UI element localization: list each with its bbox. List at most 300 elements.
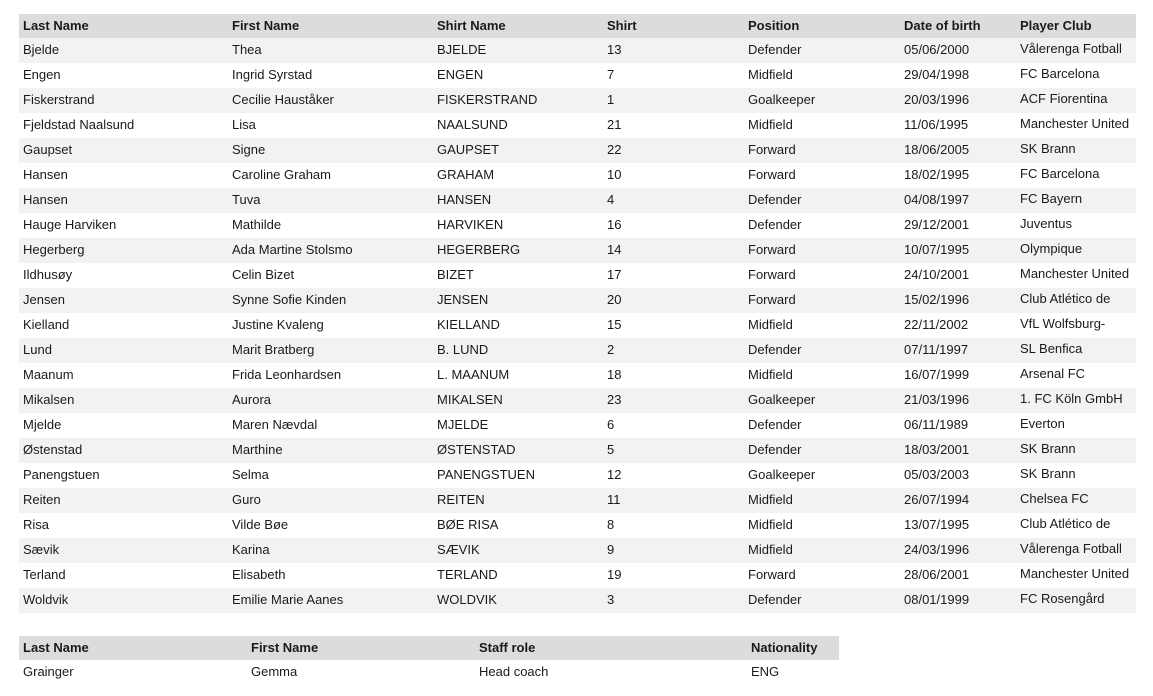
cell-player-club (1016, 388, 1136, 413)
cell-shirt (603, 238, 744, 263)
shirt-value: 4 (607, 192, 615, 207)
player-club-value: ACF Fiorentina (1020, 91, 1108, 106)
player-club-value: FC Bayern (1020, 191, 1083, 206)
cell-date-of-birth (900, 38, 1016, 63)
player-club-value: Olympique (1020, 241, 1083, 256)
cell-first-name (228, 188, 433, 213)
date-of-birth-value: 16/07/1999 (904, 367, 970, 382)
cell-last-name (19, 438, 228, 463)
first-name-value: Tuva (232, 192, 261, 207)
cell-position (744, 238, 900, 263)
cell-last-name (19, 563, 228, 588)
cell-player-club (1016, 513, 1136, 538)
position-value: Midfield (748, 117, 793, 132)
cell-last-name (19, 338, 228, 363)
cell-shirt (603, 213, 744, 238)
player-club-value: Vålerenga Fotball (1020, 41, 1122, 56)
table-row (19, 563, 1136, 588)
cell-first-name (228, 313, 433, 338)
shirt-name-value: MJELDE (437, 417, 489, 432)
cell-player-club (1016, 288, 1136, 313)
date-of-birth-value: 05/03/2003 (904, 467, 970, 482)
date-of-birth-value: 05/06/2000 (904, 42, 970, 57)
cell-position (744, 188, 900, 213)
last-name-value: Jensen (23, 292, 65, 307)
cell-shirt (603, 563, 744, 588)
shirt-value: 5 (607, 442, 615, 457)
cell-first-name (228, 138, 433, 163)
player-club-value: Club Atlético de (1020, 291, 1111, 306)
first-name-value: Selma (232, 467, 269, 482)
player-club-value: Manchester United (1020, 116, 1130, 131)
shirt-value: 22 (607, 142, 622, 157)
player-club-value: VfL Wolfsburg- (1020, 316, 1106, 331)
cell-player-club (1016, 138, 1136, 163)
cell-player-club (1016, 113, 1136, 138)
shirt-value: 6 (607, 417, 615, 432)
cell-last-name (19, 63, 228, 88)
shirt-name-value: B. LUND (437, 342, 489, 357)
player-club-value: FC Barcelona (1020, 66, 1100, 81)
cell-player-club (1016, 338, 1136, 363)
last-name-value: Ildhusøy (23, 267, 73, 282)
date-of-birth-value: 10/07/1995 (904, 242, 970, 257)
date-of-birth-value: 06/11/1989 (904, 417, 969, 432)
position-value: Midfield (748, 517, 793, 532)
shirt-name-value: HARVIKEN (437, 217, 504, 232)
cell-position (744, 563, 900, 588)
cell-player-club (1016, 538, 1136, 563)
position-value: Defender (748, 42, 802, 57)
player-club-value: FC Rosengård (1020, 591, 1105, 606)
cell-first-name (228, 488, 433, 513)
last-name-value: Risa (23, 517, 50, 532)
cell-shirt-name (433, 188, 603, 213)
cell-last-name (19, 213, 228, 238)
position-value: Forward (748, 267, 796, 282)
shirt-name-value: MIKALSEN (437, 392, 503, 407)
date-of-birth-value: 29/04/1998 (904, 67, 970, 82)
cell-last-name (19, 463, 228, 488)
player-club-value: Juventus (1020, 216, 1073, 231)
cell-last-name (19, 163, 228, 188)
position-value: Midfield (748, 542, 793, 557)
cell-position (744, 213, 900, 238)
cell-player-club (1016, 313, 1136, 338)
table-row (19, 63, 1136, 88)
table-row (19, 188, 1136, 213)
cell-player-club (1016, 438, 1136, 463)
shirt-name-value: FISKERSTRAND (437, 92, 538, 107)
cell-date-of-birth (900, 238, 1016, 263)
last-name-value: Grainger (23, 664, 74, 679)
last-name-value: Hansen (23, 167, 68, 182)
table-row (19, 313, 1136, 338)
cell-position (744, 513, 900, 538)
last-name-value: Sævik (23, 542, 60, 557)
table-row (19, 288, 1136, 313)
player-club-value: Vålerenga Fotball (1020, 541, 1122, 556)
cell-first-name (228, 563, 433, 588)
cell-shirt-name (433, 338, 603, 363)
cell-player-club (1016, 213, 1136, 238)
cell-position (744, 288, 900, 313)
cell-first-name (228, 388, 433, 413)
date-of-birth-value: 21/03/1996 (904, 392, 970, 407)
cell-last-name (19, 538, 228, 563)
cell-shirt-name (433, 413, 603, 438)
shirt-name-value: GAUPSET (437, 142, 500, 157)
table-row (19, 38, 1136, 63)
date-of-birth-value: 18/02/1995 (904, 167, 970, 182)
table-row (19, 413, 1136, 438)
cell-shirt-name (433, 263, 603, 288)
position-value: Goalkeeper (748, 467, 816, 482)
table-row (19, 438, 1136, 463)
cell-shirt (603, 463, 744, 488)
position-value: Goalkeeper (748, 392, 816, 407)
cell-player-club (1016, 188, 1136, 213)
cell-first-name (228, 438, 433, 463)
cell-position (744, 388, 900, 413)
cell-shirt-name (433, 38, 603, 63)
cell-shirt-name (433, 163, 603, 188)
cell-position (744, 413, 900, 438)
shirt-name-value: NAALSUND (437, 117, 508, 132)
cell-first-name (228, 38, 433, 63)
table-row (19, 463, 1136, 488)
shirt-value: 16 (607, 217, 622, 232)
cell-date-of-birth (900, 438, 1016, 463)
table-row (19, 338, 1136, 363)
cell-position (744, 138, 900, 163)
cell-first-name (228, 288, 433, 313)
cell-shirt (603, 188, 744, 213)
cell-date-of-birth (900, 88, 1016, 113)
cell-date-of-birth (900, 113, 1016, 138)
cell-player-club (1016, 563, 1136, 588)
date-of-birth-value: 24/10/2001 (904, 267, 970, 282)
cell-player-club (1016, 463, 1136, 488)
cell-date-of-birth (900, 488, 1016, 513)
date-of-birth-value: 08/01/1999 (904, 592, 970, 607)
player-club-value: SK Brann (1020, 141, 1076, 156)
cell-player-club (1016, 588, 1136, 613)
shirt-name-value: BJELDE (437, 42, 487, 57)
shirt-name-value: SÆVIK (437, 542, 480, 557)
cell-staff-role (475, 660, 747, 682)
shirt-value: 19 (607, 567, 622, 582)
cell-date-of-birth (900, 363, 1016, 388)
shirt-value: 13 (607, 42, 622, 57)
cell-position (744, 63, 900, 88)
cell-shirt-name (433, 463, 603, 488)
cell-last-name (19, 488, 228, 513)
cell-shirt (603, 288, 744, 313)
cell-first-name (228, 513, 433, 538)
col-header-nationality: Nationality (747, 636, 839, 660)
nationality-value: ENG (751, 664, 780, 679)
last-name-value: Mjelde (23, 417, 62, 432)
cell-date-of-birth (900, 188, 1016, 213)
shirt-value: 7 (607, 67, 615, 82)
shirt-value: 23 (607, 392, 622, 407)
table-row (19, 488, 1136, 513)
cell-shirt-name (433, 363, 603, 388)
staff-role-value: Head coach (479, 664, 549, 679)
cell-first-name (228, 588, 433, 613)
cell-last-name (19, 588, 228, 613)
cell-player-club (1016, 88, 1136, 113)
col-header-shirt-name: Shirt Name (433, 14, 603, 38)
table-row (19, 113, 1136, 138)
first-name-value: Ada Martine Stolsmo (232, 242, 353, 257)
cell-position (744, 338, 900, 363)
cell-position (744, 38, 900, 63)
last-name-value: Hansen (23, 192, 68, 207)
date-of-birth-value: 24/03/1996 (904, 542, 970, 557)
cell-shirt (603, 588, 744, 613)
first-name-value: Aurora (232, 392, 272, 407)
player-club-value: Chelsea FC (1020, 491, 1089, 506)
cell-shirt-name (433, 563, 603, 588)
table-row (19, 588, 1136, 613)
shirt-name-value: PANENGSTUEN (437, 467, 535, 482)
cell-first-name (228, 238, 433, 263)
cell-date-of-birth (900, 288, 1016, 313)
position-value: Defender (748, 342, 802, 357)
col-header-player-club: Player Club (1016, 14, 1136, 38)
cell-date-of-birth (900, 588, 1016, 613)
players-table (19, 14, 1136, 613)
shirt-value: 11 (607, 492, 621, 507)
cell-first-name (228, 338, 433, 363)
last-name-value: Bjelde (23, 42, 60, 57)
position-value: Defender (748, 442, 802, 457)
shirt-name-value: BIZET (437, 267, 474, 282)
player-club-value: 1. FC Köln GmbH (1020, 391, 1123, 406)
shirt-value: 12 (607, 467, 622, 482)
cell-shirt-name (433, 588, 603, 613)
position-value: Midfield (748, 67, 793, 82)
last-name-value: Woldvik (23, 592, 69, 607)
col-header-first-name: First Name (228, 14, 433, 38)
last-name-value: Panengstuen (23, 467, 100, 482)
shirt-value: 1 (607, 92, 615, 107)
cell-date-of-birth (900, 213, 1016, 238)
shirt-name-value: TERLAND (437, 567, 498, 582)
cell-player-club (1016, 38, 1136, 63)
cell-shirt-name (433, 538, 603, 563)
cell-date-of-birth (900, 513, 1016, 538)
shirt-name-value: HEGERBERG (437, 242, 521, 257)
position-value: Midfield (748, 367, 793, 382)
cell-shirt (603, 338, 744, 363)
cell-date-of-birth (900, 563, 1016, 588)
first-name-value: Synne Sofie Kinden (232, 292, 347, 307)
cell-player-club (1016, 363, 1136, 388)
position-value: Forward (748, 142, 796, 157)
first-name-value: Lisa (232, 117, 256, 132)
position-value: Forward (748, 292, 796, 307)
last-name-value: Østenstad (23, 442, 83, 457)
shirt-name-value: HANSEN (437, 192, 492, 207)
shirt-value: 21 (607, 117, 622, 132)
table-row (19, 263, 1136, 288)
shirt-name-value: REITEN (437, 492, 485, 507)
shirt-value: 17 (607, 267, 622, 282)
cell-last-name (19, 313, 228, 338)
date-of-birth-value: 22/11/2002 (904, 317, 969, 332)
player-club-value: Manchester United (1020, 266, 1130, 281)
position-value: Forward (748, 567, 796, 582)
cell-shirt (603, 413, 744, 438)
player-club-value: Club Atlético de (1020, 516, 1111, 531)
player-club-value: Manchester United (1020, 566, 1130, 581)
player-club-value: SL Benfica (1020, 341, 1083, 356)
first-name-value: Gemma (251, 664, 298, 679)
cell-position (744, 363, 900, 388)
cell-last-name (19, 413, 228, 438)
first-name-value: Marit Bratberg (232, 342, 315, 357)
cell-position (744, 463, 900, 488)
shirt-value: 2 (607, 342, 615, 357)
cell-shirt (603, 113, 744, 138)
last-name-value: Hegerberg (23, 242, 85, 257)
cell-shirt-name (433, 63, 603, 88)
cell-last-name (19, 88, 228, 113)
cell-last-name (19, 513, 228, 538)
cell-last-name (19, 263, 228, 288)
table-row (19, 163, 1136, 188)
cell-first-name (228, 113, 433, 138)
cell-first-name (228, 263, 433, 288)
cell-last-name (19, 388, 228, 413)
last-name-value: Terland (23, 567, 66, 582)
cell-shirt (603, 163, 744, 188)
cell-player-club (1016, 238, 1136, 263)
cell-last-name (19, 38, 228, 63)
cell-shirt-name (433, 488, 603, 513)
first-name-value: Signe (232, 142, 266, 157)
date-of-birth-value: 26/07/1994 (904, 492, 970, 507)
cell-shirt (603, 388, 744, 413)
cell-shirt (603, 63, 744, 88)
position-value: Forward (748, 167, 796, 182)
table-row (19, 660, 839, 682)
player-club-value: Arsenal FC (1020, 366, 1086, 381)
shirt-name-value: BØE RISA (437, 517, 499, 532)
cell-nationality (747, 660, 839, 682)
cell-position (744, 113, 900, 138)
date-of-birth-value: 28/06/2001 (904, 567, 970, 582)
cell-shirt-name (433, 238, 603, 263)
cell-date-of-birth (900, 463, 1016, 488)
cell-shirt (603, 513, 744, 538)
cell-shirt-name (433, 313, 603, 338)
cell-shirt-name (433, 388, 603, 413)
last-name-value: Hauge Harviken (23, 217, 117, 232)
cell-date-of-birth (900, 138, 1016, 163)
cell-shirt-name (433, 213, 603, 238)
cell-position (744, 588, 900, 613)
shirt-name-value: L. MAANUM (437, 367, 510, 382)
cell-position (744, 313, 900, 338)
first-name-value: Thea (232, 42, 262, 57)
player-club-value: FC Barcelona (1020, 166, 1100, 181)
date-of-birth-value: 29/12/2001 (904, 217, 970, 232)
cell-last-name (19, 660, 247, 682)
last-name-value: Mikalsen (23, 392, 75, 407)
first-name-value: Cecilie Hauståker (232, 92, 334, 107)
table-row (19, 238, 1136, 263)
shirt-name-value: ØSTENSTAD (437, 442, 516, 457)
shirt-value: 18 (607, 367, 622, 382)
cell-shirt-name (433, 113, 603, 138)
first-name-value: Karina (232, 542, 270, 557)
last-name-value: Engen (23, 67, 61, 82)
cell-position (744, 163, 900, 188)
cell-shirt (603, 38, 744, 63)
date-of-birth-value: 15/02/1996 (904, 292, 970, 307)
cell-last-name (19, 238, 228, 263)
col-header-staff-role: Staff role (475, 636, 747, 660)
cell-shirt (603, 138, 744, 163)
table-row (19, 538, 1136, 563)
cell-position (744, 438, 900, 463)
position-value: Defender (748, 217, 802, 232)
staff-table (19, 636, 839, 682)
col-header-first-name: First Name (247, 636, 475, 660)
cell-first-name (228, 463, 433, 488)
date-of-birth-value: 07/11/1997 (904, 342, 969, 357)
first-name-value: Mathilde (232, 217, 282, 232)
shirt-value: 3 (607, 592, 615, 607)
cell-position (744, 488, 900, 513)
col-header-date-of-birth: Date of birth (900, 14, 1016, 38)
last-name-value: Lund (23, 342, 52, 357)
position-value: Midfield (748, 492, 793, 507)
cell-player-club (1016, 413, 1136, 438)
col-header-shirt: Shirt (603, 14, 744, 38)
cell-first-name (228, 88, 433, 113)
cell-position (744, 88, 900, 113)
first-name-value: Guro (232, 492, 261, 507)
player-club-value: SK Brann (1020, 441, 1076, 456)
cell-first-name (228, 63, 433, 88)
date-of-birth-value: 13/07/1995 (904, 517, 970, 532)
position-value: Defender (748, 192, 802, 207)
cell-first-name (228, 363, 433, 388)
table-row (19, 513, 1136, 538)
cell-player-club (1016, 163, 1136, 188)
first-name-value: Emilie Marie Aanes (232, 592, 344, 607)
cell-date-of-birth (900, 338, 1016, 363)
player-club-value: SK Brann (1020, 466, 1076, 481)
shirt-name-value: ENGEN (437, 67, 484, 82)
cell-date-of-birth (900, 163, 1016, 188)
cell-shirt-name (433, 138, 603, 163)
cell-shirt (603, 488, 744, 513)
cell-first-name (228, 413, 433, 438)
cell-shirt (603, 363, 744, 388)
cell-shirt (603, 538, 744, 563)
shirt-name-value: JENSEN (437, 292, 489, 307)
shirt-name-value: KIELLAND (437, 317, 500, 332)
last-name-value: Maanum (23, 367, 74, 382)
col-header-position: Position (744, 14, 900, 38)
date-of-birth-value: 20/03/1996 (904, 92, 970, 107)
